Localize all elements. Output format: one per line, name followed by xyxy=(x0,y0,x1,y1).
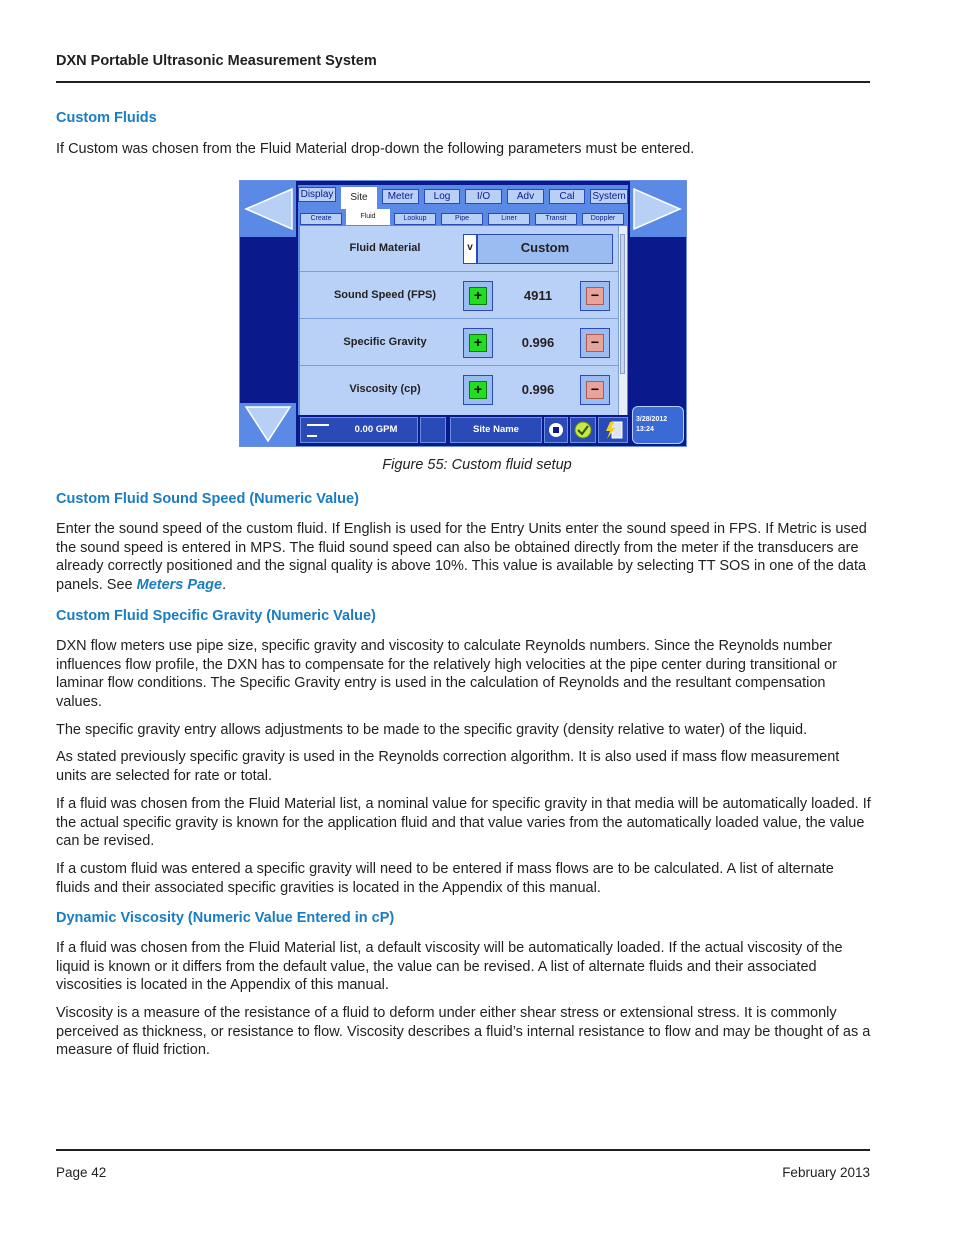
subtab-liner[interactable]: Liner xyxy=(488,213,530,225)
subtab-fluid[interactable]: Fluid xyxy=(346,209,390,225)
tab-meter[interactable]: Meter xyxy=(382,189,419,204)
fluid-material-label: Fluid Material xyxy=(349,242,421,254)
dropdown-toggle[interactable]: v xyxy=(463,234,477,264)
specific-gravity-value[interactable]: 0.996 xyxy=(521,335,555,350)
subtab-lookup[interactable]: Lookup xyxy=(394,213,436,225)
paragraph: Viscosity is a measure of the resistance of a fluid to deform under either shear stress or extensional stress. It is commonly perceived as thickness, or resistance to flow. Viscosity describes a fluid’s internal resistance to flow and may be thought of as a measure of fluid friction. xyxy=(56,1005,871,1059)
figure-caption: Figure 55: Custom fluid setup xyxy=(382,457,572,473)
header-rule xyxy=(56,81,870,83)
paragraph-sound-speed xyxy=(56,520,874,594)
parameter-list xyxy=(300,226,618,416)
plus-icon: + xyxy=(469,334,487,352)
sound-speed-label: Sound Speed (FPS) xyxy=(333,289,437,301)
site-name-display[interactable]: Site Name xyxy=(450,417,542,443)
heading-specific-gravity: Custom Fluid Specific Gravity (Numeric Value) xyxy=(56,608,376,624)
scrollbar-thumb[interactable] xyxy=(620,234,625,374)
battery-lightning-icon xyxy=(604,420,624,440)
sound-speed-increase-button[interactable] xyxy=(463,281,493,311)
plus-icon: + xyxy=(469,381,487,399)
heading-viscosity: Dynamic Viscosity (Numeric Value Entered in cP) xyxy=(56,910,395,926)
specific-gravity-increase-button[interactable] xyxy=(463,328,493,358)
down-arrow-icon[interactable] xyxy=(244,405,292,443)
left-arrow-icon[interactable] xyxy=(244,187,294,231)
fluid-material-select[interactable]: Custom xyxy=(477,234,613,264)
signal-icon xyxy=(307,424,329,438)
flow-value: 0.00 GPM xyxy=(354,424,398,435)
date-time-display xyxy=(632,406,684,444)
sound-speed-value[interactable]: 4911 xyxy=(523,288,553,303)
tab-site[interactable]: Site xyxy=(341,187,377,209)
viscosity-value[interactable]: 0.996 xyxy=(521,382,555,397)
date-text: 3/28/2012 xyxy=(636,416,668,423)
paragraph: The specific gravity entry allows adjustments to be made to the specific gravity (density relative to water) of the liquid. xyxy=(56,722,808,738)
paragraph: If Custom was chosen from the Fluid Material drop-down the following parameters must be entered. xyxy=(56,141,695,157)
status-spacer xyxy=(420,417,446,443)
minus-icon: − xyxy=(586,334,604,352)
paragraph-end: . xyxy=(222,576,227,593)
paragraph-text: Enter the sound speed of the custom fluid. If English is used for the Entry Units enter the sound speed in FPS. If Metric is used the sound speed is entered in MPS. The fluid sound speed can also be obtained directly from the meter if the transducers are already correctly positioned and the signal quality is above 10%. This value is available by selecting TT SOS in one of the data panels. See xyxy=(56,521,867,593)
tab-log[interactable]: Log xyxy=(424,189,460,204)
fluid-material-row xyxy=(300,226,618,272)
heading-custom-fluids: Custom Fluids xyxy=(56,110,157,126)
power-status-button[interactable] xyxy=(598,417,628,443)
subtab-pipe[interactable]: Pipe xyxy=(441,213,483,225)
page-number: Page 42 xyxy=(56,1165,107,1180)
specific-gravity-decrease-button[interactable] xyxy=(580,328,610,358)
minus-icon: − xyxy=(586,381,604,399)
heading-sound-speed: Custom Fluid Sound Speed (Numeric Value) xyxy=(56,491,359,507)
specific-gravity-label: Specific Gravity xyxy=(343,336,427,348)
device-screen-figure xyxy=(239,180,687,447)
scrollbar[interactable] xyxy=(618,226,627,416)
tab-adv[interactable]: Adv xyxy=(507,189,544,204)
viscosity-decrease-button[interactable] xyxy=(580,375,610,405)
right-arrow-icon[interactable] xyxy=(632,187,682,231)
paragraph: DXN flow meters use pipe size, specific gravity and viscosity to calculate Reynolds numbers. Since the Reynolds number influences flow profile, the DXN has to compensate for the relatively high velocities at the pipe center during transitional or laminar flow conditions. The Specific Gravity entry is used in the calculation of Reynolds and the resultant compensation values. xyxy=(56,638,838,710)
ok-status-button[interactable] xyxy=(570,417,596,443)
specific-gravity-row xyxy=(300,320,618,366)
paragraph: If a fluid was chosen from the Fluid Material list, a nominal value for specific gravity in that media will be automatically loaded. If the actual specific gravity is known for the application fluid and that value varies from the automatically loaded value, the value can be revised. xyxy=(56,796,871,850)
footer-rule xyxy=(56,1149,870,1151)
sound-speed-row xyxy=(300,273,618,319)
time-text: 13:24 xyxy=(636,426,654,433)
stop-button[interactable] xyxy=(544,417,568,443)
subtab-doppler[interactable]: Doppler xyxy=(582,213,624,225)
check-icon xyxy=(574,421,592,439)
minus-icon: − xyxy=(586,287,604,305)
flow-readout xyxy=(300,417,418,443)
sound-speed-decrease-button[interactable] xyxy=(580,281,610,311)
publication-date: February 2013 xyxy=(782,1165,870,1180)
viscosity-increase-button[interactable] xyxy=(463,375,493,405)
tab-io[interactable]: I/O xyxy=(465,189,502,204)
tab-system[interactable]: System xyxy=(590,189,628,204)
status-bar xyxy=(298,415,628,445)
paragraph: If a custom fluid was entered a specific gravity will need to be entered if mass flows are to be calculated. A list of alternate fluids and their associated specific gravities is located in the Appendix of this manual. xyxy=(56,861,834,896)
document-header-title: DXN Portable Ultrasonic Measurement System xyxy=(56,53,377,69)
settings-panel xyxy=(298,185,628,441)
viscosity-label: Viscosity (cp) xyxy=(349,383,421,395)
paragraph: As stated previously specific gravity is used in the Reynolds correction algorithm. It is also used if mass flow measurement units are selected for rate or total. xyxy=(56,749,840,784)
tab-cal[interactable]: Cal xyxy=(549,189,585,204)
viscosity-row xyxy=(300,367,618,413)
subtab-create[interactable]: Create xyxy=(300,213,342,225)
tab-display[interactable]: Display xyxy=(298,187,336,202)
subtab-transit[interactable]: Transit xyxy=(535,213,577,225)
stop-icon xyxy=(548,422,564,438)
meters-page-link[interactable]: Meters Page xyxy=(136,576,223,593)
plus-icon: + xyxy=(469,287,487,305)
paragraph: If a fluid was chosen from the Fluid Material list, a default viscosity will be automatically loaded. If the actual viscosity of the liquid is known or it differs from the default value, the value can be revised. A list of alternate fluids and their associated viscosities is located in the Appendix of this manual. xyxy=(56,940,843,994)
